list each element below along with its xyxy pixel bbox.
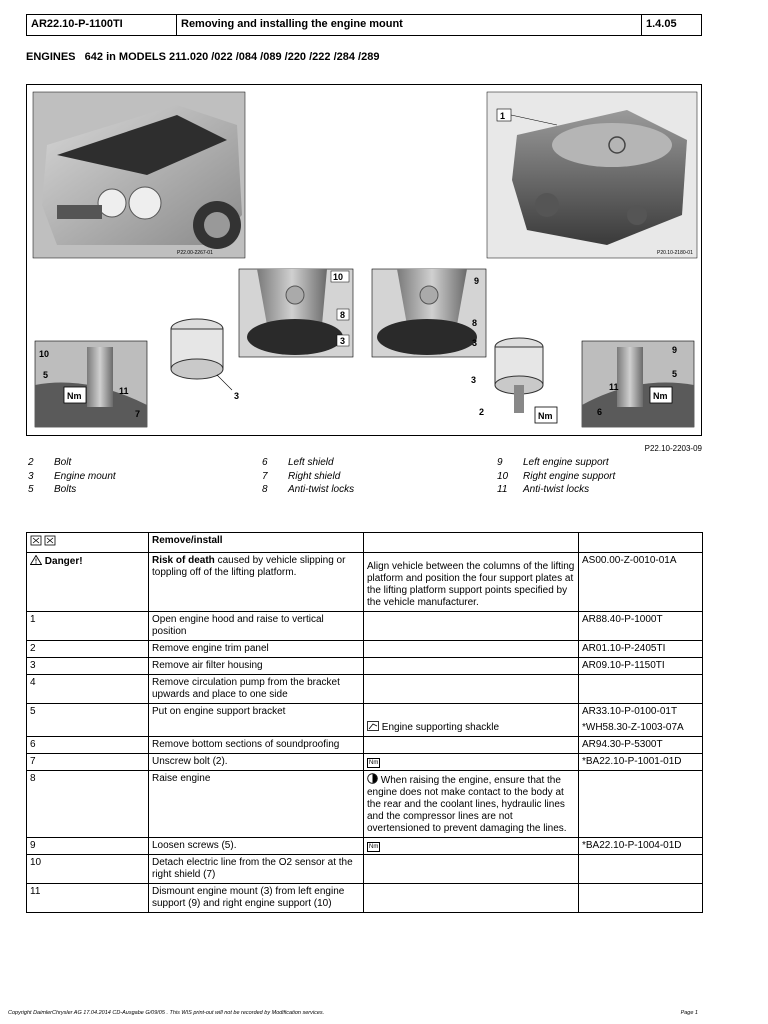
callout-5-left: 5 — [43, 370, 49, 380]
legend-item: 8 Anti-twist locks — [262, 484, 355, 495]
tool-ref-link[interactable]: *WH58.30-Z-1003-07A — [582, 722, 684, 733]
table-row: 8 Raise engine When raising the engine, ensure that the engine does not make contact to the body at the rear and the coolant lines, hydraulic lines and the compressor lines are not overtensioned to prevent damaging the lines. — [27, 771, 703, 838]
callout-10-lower: 10 — [39, 349, 50, 359]
doc-ref-link[interactable]: AR94.30-P-5300T — [579, 737, 703, 754]
table-row: 6 Remove bottom sections of soundproofing AR94.30-P-5300T — [27, 737, 703, 754]
engines-models-line: ENGINES 642 in MODELS 211.020 /022 /084 /089 /220 /222 /284 /289 — [26, 51, 380, 63]
callout-11-left: 11 — [119, 386, 129, 396]
left-detail-lower — [35, 341, 147, 427]
danger-row — [27, 553, 703, 612]
torque-nm-icon: Nm — [369, 844, 379, 850]
page-number: Page 1 — [680, 1010, 698, 1016]
doc-ref-link[interactable]: AR01.10-P-2405TI — [579, 641, 703, 658]
callout-3-left-upper: 3 — [340, 336, 346, 346]
nm-symbol-right: Nm — [653, 391, 668, 401]
nm-symbol-bolt: Nm — [538, 411, 553, 421]
callout-11-right: 11 — [609, 382, 619, 392]
nm-symbol-left: Nm — [67, 391, 82, 401]
legend-item: 3 Engine mount — [28, 470, 116, 482]
callout-8-right: 8 — [472, 318, 478, 328]
legend-item: 2 Bolt — [28, 457, 72, 468]
legend-item: 10 Right engine support — [497, 470, 616, 482]
table-header-row — [27, 533, 703, 553]
danger-bold: Risk of death — [152, 555, 215, 566]
legend-column-2 — [262, 456, 354, 497]
table-row: 2 Remove engine trim panel AR01.10-P-2405TI — [27, 641, 703, 658]
remove-install-header: Remove/install — [149, 533, 364, 553]
table-row: 11 Dismount engine mount (3) from left engine support (9) and right engine support (10) — [27, 884, 703, 913]
procedure-table — [26, 532, 703, 913]
callout-1: 1 — [500, 111, 506, 121]
copyright-notice: Copyright DaimlerChrysler AG 17.04.2014 CD-Ausgabe G/09/05 . This WIS print-out will not be recorded by Modification services. — [8, 1010, 325, 1016]
table-row: 9 Loosen screws (5). Nm *BA22.10-P-1004-01D — [27, 838, 703, 855]
callout-7: 7 — [135, 409, 141, 419]
remove-install-icons — [27, 533, 149, 553]
doc-ref-link[interactable]: AR88.40-P-1000T — [579, 612, 703, 641]
callout-8-left: 8 — [340, 310, 346, 320]
callout-2: 2 — [479, 407, 485, 417]
table-row: 5 Put on engine support bracket Engine supporting shackle AR33.10-P-0100-01T *WH58.30-Z-1003-07A — [27, 704, 703, 737]
callout-9-lower: 9 — [672, 345, 678, 355]
legend-item: 9 Left engine support — [497, 457, 609, 468]
doc-ref-link[interactable]: AR09.10-P-1150TI — [579, 658, 703, 675]
document-title: Removing and installing the engine mount — [177, 15, 642, 35]
illustration-figure — [26, 84, 702, 436]
document-id: AR22.10-P-1100TI — [27, 15, 177, 35]
tool-note: Engine supporting shackle — [381, 722, 500, 733]
document-version: 1.4.05 — [646, 18, 677, 30]
warning-triangle-icon — [30, 555, 42, 565]
legend-item: 5 Bolts — [28, 484, 77, 495]
legend-item: 6 Left shield — [262, 457, 334, 468]
legend-item: 11 Anti-twist locks — [497, 484, 590, 495]
legend-column-3 — [497, 456, 615, 497]
torque-nm-icon: Nm — [369, 760, 379, 766]
note-icon — [367, 773, 378, 784]
legend-item: 7 Right shield — [262, 470, 341, 482]
table-row: 3 Remove air filter housing AR09.10-P-1150TI — [27, 658, 703, 675]
engine-photo — [487, 92, 697, 258]
doc-ref-link[interactable]: *BA22.10-P-1001-01D — [579, 754, 703, 771]
callout-10-upper: 10 — [333, 272, 344, 282]
table-row: 10 Detach electric line from the O2 sensor at the right shield (7) — [27, 855, 703, 884]
callout-3-right-mount: 3 — [471, 375, 477, 385]
danger-label: Danger! — [44, 556, 83, 567]
callout-3-right-upper: 3 — [472, 338, 478, 348]
figure-reference: P22.10-2203-09 — [644, 444, 702, 453]
car-photo-ref: P22.00-2267-01 — [177, 250, 213, 256]
table-row: 1 Open engine hood and raise to vertical position AR88.40-P-1000T — [27, 612, 703, 641]
callout-6: 6 — [597, 407, 603, 417]
right-detail-lower — [582, 341, 694, 427]
left-detail-upper — [239, 269, 353, 357]
car-photo — [33, 92, 245, 258]
danger-note: Align vehicle between the columns of the lifting platform and position the four support plates at the lifting platform support points specified by the vehicle manufacturer. — [364, 553, 579, 612]
danger-text: caused by vehicle slipping or toppling off of the lifting platform. — [152, 555, 346, 578]
engine-mount-drawing-left — [171, 319, 239, 401]
illustration-svg — [27, 85, 702, 436]
legend-column-1 — [28, 456, 116, 497]
doc-ref-link[interactable]: AR33.10-P-0100-01T — [582, 706, 678, 717]
remove-install-icon — [30, 535, 58, 546]
right-detail-upper — [372, 269, 486, 357]
callout-9-upper: 9 — [474, 276, 480, 286]
callout-5-right: 5 — [672, 369, 678, 379]
document-header — [26, 14, 702, 36]
callout-3-left-mount: 3 — [234, 391, 240, 401]
page-footer — [8, 1010, 698, 1016]
table-row: 7 Unscrew bolt (2). Nm *BA22.10-P-1001-01D — [27, 754, 703, 771]
danger-ref: AS00.00-Z-0010-01A — [579, 553, 703, 612]
engine-photo-ref: P20.10-2180-01 — [657, 250, 693, 256]
caution-note: When raising the engine, ensure that the engine does not make contact to the body at the rear and the coolant lines, hydraulic lines and the compressor lines are not overtensioned to prevent damaging the lines. — [367, 775, 567, 834]
tool-icon — [367, 721, 379, 731]
doc-ref-link[interactable]: *BA22.10-P-1004-01D — [579, 838, 703, 855]
table-row: 4 Remove circulation pump from the bracket upwards and place to one side — [27, 675, 703, 704]
